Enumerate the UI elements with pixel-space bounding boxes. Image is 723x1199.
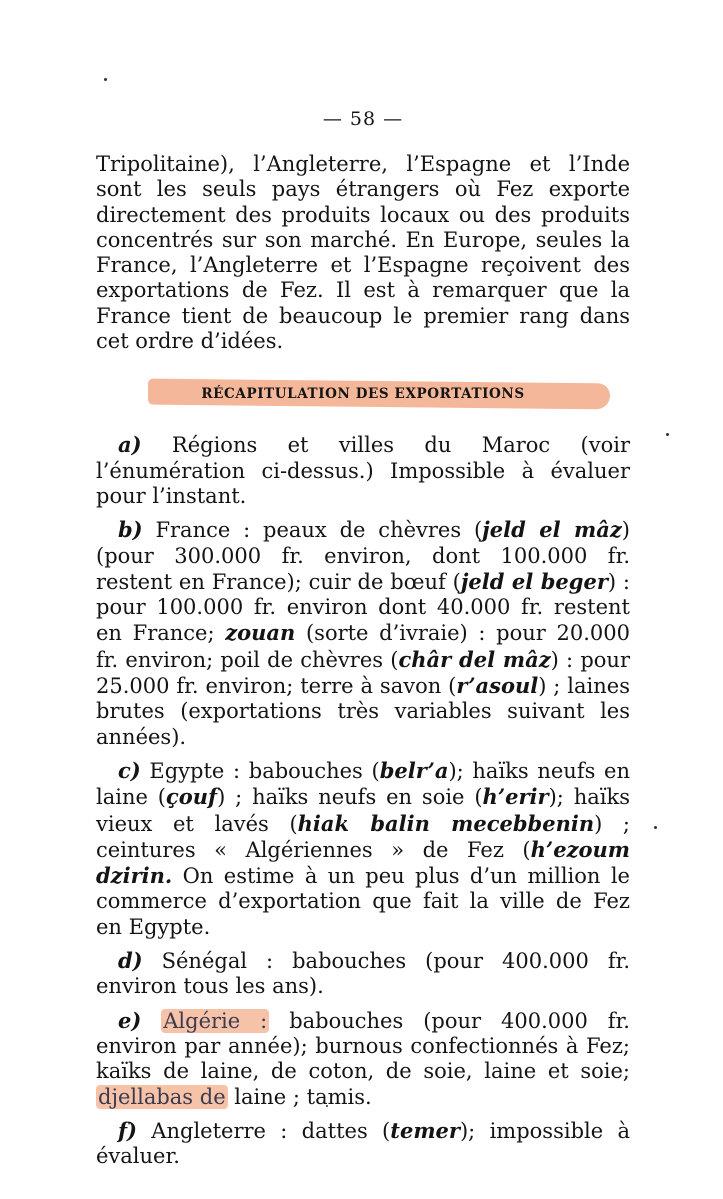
item-text: ) : pour 100.000 fr. environ dont 40.000 fr. restent en France; xyxy=(96,569,631,646)
item-text: ) ; ceintures « Algériennes » de Fez ( xyxy=(96,811,630,862)
item-f xyxy=(96,1118,630,1170)
book-page xyxy=(96,108,630,1169)
section-heading-block xyxy=(96,378,630,414)
intro-paragraph: Tripolitaine), l’Angleterre, l’Espagne et l’Inde sont les seuls pays étrangers où Fez exporte directement des produits locaux ou des produits concentrés sur son marché. En Europe, seules la France, l’Angleterre et l’Espagne reçoivent des exportations de Fez. Il est à remarquer que la France tient de beaucoup le premier rang dans cet ordre d’idées. xyxy=(96,152,630,354)
item-text: ); haïks neufs en laine ( xyxy=(96,758,630,810)
highlight-djellabas: djellabas de xyxy=(98,1084,226,1109)
arabic-term: zouan xyxy=(225,620,296,646)
arabic-term: h’erir xyxy=(482,784,549,810)
item-text: Régions et villes du Maroc (voir l’énumération ci-dessus.) Impossible à évaluer pour l’instant. xyxy=(96,433,630,508)
item-text: ) ; haïks neufs en soie ( xyxy=(217,785,483,810)
item-text: ) : pour 25.000 fr. environ; terre à savon ( xyxy=(96,647,630,699)
item-text: Angleterre : dattes ( xyxy=(136,1118,391,1143)
arabic-term: belr’a xyxy=(379,757,449,783)
print-speck xyxy=(104,78,107,81)
item-text: Egypte : babouches ( xyxy=(140,758,380,783)
item-letter: d) xyxy=(118,948,143,974)
item-text: Sénégal : babouches (pour 400.000 fr. environ tous les ans). xyxy=(96,949,630,999)
item-text: ) ; laines brutes (exportations très variables suivant les années). xyxy=(96,674,630,749)
arabic-term: r’asoul xyxy=(456,673,539,699)
item-text: ); impossible à évaluer. xyxy=(96,1118,630,1169)
print-speck xyxy=(654,826,657,829)
item-text: ); haïks vieux et lavés ( xyxy=(96,785,630,836)
page-number: — 58 — xyxy=(322,108,404,130)
item-letter: f) xyxy=(118,1117,137,1143)
item-letter: e) xyxy=(118,1007,142,1033)
item-text: ) (pour 300.000 fr. environ, dont 100.000 fr. restent en France); cuir de bœuf ( xyxy=(96,518,630,594)
item-letter: b) xyxy=(118,517,143,543)
item-letter: a) xyxy=(118,432,142,458)
item-letter: c) xyxy=(118,757,141,783)
item-text: laine ; tamis. xyxy=(227,1084,372,1109)
arabic-term: jeld el beger xyxy=(460,568,608,594)
item-text: France : peaux de chèvres ( xyxy=(142,518,483,543)
print-speck xyxy=(666,433,669,436)
arabic-term: temer xyxy=(390,1117,460,1143)
item-b xyxy=(96,517,630,750)
item-text: babouches (pour 400.000 fr. environ par année); burnous confectionnés à Fez; kaïks de laine, de coton, de soie, laine et soie; xyxy=(96,1008,630,1084)
item-a xyxy=(96,432,630,509)
item-e xyxy=(96,1008,630,1110)
arabic-term: jeld el mâz xyxy=(482,517,622,543)
highlight-algerie: Algérie : xyxy=(163,1008,268,1033)
item-c xyxy=(96,758,630,940)
arabic-term: châr del mâz xyxy=(398,646,551,672)
item-text: (sorte d’ivraie) : pour 20.000 fr. environ; poil de chèvres ( xyxy=(96,621,630,672)
item-text: On estime à un peu plus d’un million le commerce d’exportation que fait la ville de Fez en Egypte. xyxy=(96,864,630,939)
arabic-term: hiak balin mecebbenin xyxy=(297,810,595,836)
arabic-term: çouf xyxy=(165,784,218,810)
arabic-term: h’ezoum dzirin. xyxy=(96,836,630,889)
item-d xyxy=(96,948,630,1000)
section-heading: RÉCAPITULATION DES EXPORTATIONS xyxy=(201,386,525,403)
